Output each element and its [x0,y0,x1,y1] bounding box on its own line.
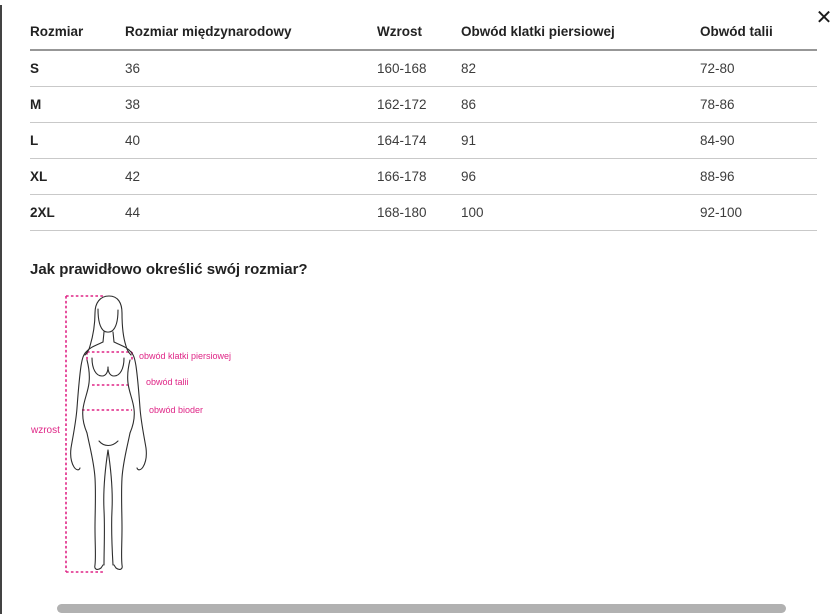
measurement-dashed-lines [66,296,132,572]
cell-chest: 96 [461,159,700,195]
cell-chest: 100 [461,195,700,231]
table-row [30,50,817,87]
table-row [30,87,817,123]
waist-measure-label: obwód talii [146,377,189,387]
cell-size: XL [30,159,125,195]
cell-height: 168-180 [377,195,461,231]
column-header-waist: Obwód talii [700,24,817,50]
cell-chest: 91 [461,123,700,159]
guide-heading: Jak prawidłowo określić swój rozmiar? [30,261,308,278]
cell-intl: 38 [125,87,377,123]
body-outline [71,296,147,569]
size-table [30,24,817,231]
table-row [30,123,817,159]
cell-waist: 72-80 [700,50,817,87]
column-header-height: Wzrost [377,24,461,50]
column-header-chest: Obwód klatki piersiowej [461,24,700,50]
horizontal-scrollbar[interactable] [57,604,786,613]
cell-size: L [30,123,125,159]
cell-size: 2XL [30,195,125,231]
cell-waist: 84-90 [700,123,817,159]
close-icon: ✕ [815,5,833,29]
cell-height: 166-178 [377,159,461,195]
column-header-intl-size: Rozmiar międzynarodowy [125,24,377,50]
cell-chest: 86 [461,87,700,123]
cell-intl: 42 [125,159,377,195]
column-header-size: Rozmiar [30,24,125,50]
cell-intl: 40 [125,123,377,159]
table-header-row [30,24,817,50]
cell-height: 162-172 [377,87,461,123]
cell-size: M [30,87,125,123]
cell-intl: 44 [125,195,377,231]
table-row [30,195,817,231]
cell-waist: 92-100 [700,195,817,231]
cell-waist: 88-96 [700,159,817,195]
table-row [30,159,817,195]
cell-size: S [30,50,125,87]
cell-intl: 36 [125,50,377,87]
hips-measure-label: obwód bioder [149,405,204,415]
cell-chest: 82 [461,50,700,87]
cell-height: 160-168 [377,50,461,87]
cell-waist: 78-86 [700,87,817,123]
chest-measure-label: obwód klatki piersiowej [139,351,232,361]
left-border-line [0,5,2,614]
height-measure-label: wzrost [31,425,60,436]
cell-height: 164-174 [377,123,461,159]
